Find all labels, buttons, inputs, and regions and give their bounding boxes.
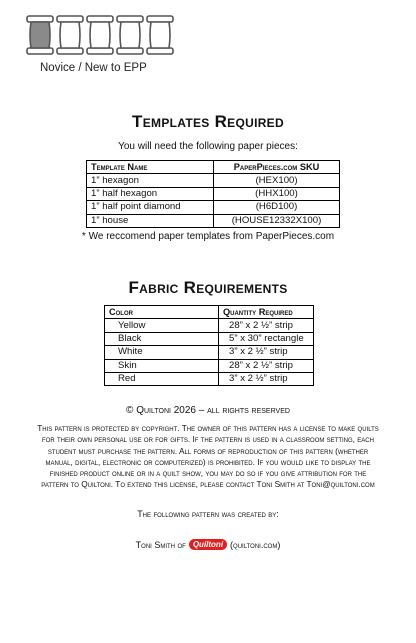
- table-row: [87, 174, 340, 187]
- quantity-cell: 3” x 2 ½” strip: [219, 372, 314, 385]
- color-cell: Black: [105, 332, 219, 345]
- quiltoni-logo: Quiltoni: [189, 539, 227, 550]
- sku-cell: (HEX100): [214, 174, 340, 187]
- quantity-cell: 28” x 2 ½” strip: [219, 319, 314, 332]
- difficulty-label: Novice / New to EPP: [40, 62, 147, 74]
- table-row: [87, 214, 340, 227]
- table-row: [105, 332, 314, 345]
- table-row: [105, 319, 314, 332]
- table-row: [87, 201, 340, 214]
- spool-empty-icon: [86, 14, 114, 56]
- quantity-cell: 28” x 2 ½” strip: [219, 359, 314, 372]
- quantity-cell: 3” x 2 ½” strip: [219, 346, 314, 359]
- quantity-cell: 5” x 30” rectangle: [219, 332, 314, 345]
- templates-heading: Templates Required: [132, 112, 284, 131]
- sku-cell: (H6D100): [214, 201, 340, 214]
- color-cell: Skin: [105, 359, 219, 372]
- sku-cell: (HOUSE12332X100): [214, 214, 340, 227]
- template-name-cell: 1” half hexagon: [87, 187, 214, 200]
- templates-table: [86, 160, 340, 228]
- template-name-cell: 1” half point diamond: [87, 201, 214, 214]
- table-row: [87, 187, 340, 200]
- spool-filled-icon: [26, 14, 54, 56]
- table-row: [105, 372, 314, 385]
- column-header: PaperPieces.com SKU: [214, 161, 340, 174]
- sku-cell: (HHX100): [214, 187, 340, 200]
- template-recommendation: * We reccomend paper templates from PaperPieces.com: [81, 231, 335, 242]
- spool-empty-icon: [146, 14, 174, 56]
- author-credit: [0, 539, 416, 550]
- column-header: Quantity Required: [219, 306, 314, 319]
- copyright-line: © Quiltoni 2026 – all rights reserved: [126, 405, 290, 416]
- fabric-table: [104, 305, 314, 386]
- spool-empty-icon: [56, 14, 84, 56]
- table-row: [105, 346, 314, 359]
- license-text: This pattern is protected by copyright. The owner of this pattern has a license to make quilts for their own personal use or for gifts. If the pattern is used in a classroom setting, each student must purchase the pattern. All forms of reproduction of this pattern (whether manual, digital, electronic or computerized) is prohibited. If you would like to display the finished product online or in a quilt show, you may do so if you give attribution for the pattern to Quiltoni. To extend this license, please contact Toni Smith at Toni@quiltoni.com: [37, 423, 379, 490]
- spool-empty-icon: [116, 14, 144, 56]
- author-name: Toni Smith of: [135, 539, 186, 550]
- column-header: Template Name: [87, 161, 214, 174]
- fabric-heading: Fabric Requirements: [128, 278, 288, 297]
- color-cell: Yellow: [105, 319, 219, 332]
- column-header: Color: [105, 306, 219, 319]
- author-website: (quiltoni.com): [230, 539, 281, 550]
- table-row: [105, 359, 314, 372]
- template-name-cell: 1” house: [87, 214, 214, 227]
- color-cell: White: [105, 346, 219, 359]
- templates-intro: You will need the following paper pieces:: [118, 141, 298, 152]
- template-name-cell: 1” hexagon: [87, 174, 214, 187]
- difficulty-rating: [26, 14, 174, 56]
- color-cell: Red: [105, 372, 219, 385]
- created-by-line: The following pattern was created by:: [137, 509, 279, 519]
